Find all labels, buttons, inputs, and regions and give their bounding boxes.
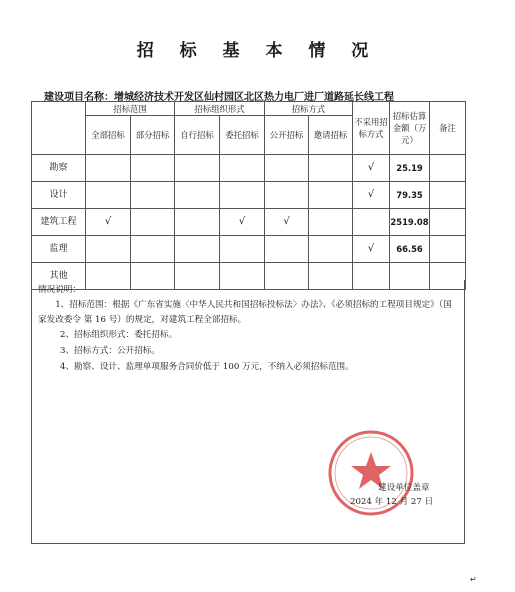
cell-open: √	[265, 209, 309, 236]
header-remark: 备注	[430, 102, 466, 155]
header-all: 全部招标	[86, 116, 131, 155]
cell-partial	[131, 155, 175, 182]
table-row	[32, 155, 466, 182]
row-label: 其他	[32, 263, 86, 290]
cell-estimate: 25.19	[390, 155, 430, 182]
cell-remark	[430, 209, 466, 236]
cell-no-tender: √	[353, 236, 390, 263]
header-group-scope: 招标范围	[86, 102, 175, 116]
note-item-method: 3、招标方式：公开招标。	[60, 346, 160, 356]
cell-invite	[309, 236, 353, 263]
note-item-org: 2、招标组织形式：委托招标。	[60, 330, 178, 340]
cell-partial	[131, 182, 175, 209]
cell-estimate: 79.35	[390, 182, 430, 209]
return-mark-icon: ↵	[470, 575, 477, 584]
cell-all: √	[86, 209, 131, 236]
cell-partial	[131, 236, 175, 263]
row-label: 建筑工程	[32, 209, 86, 236]
header-estimate: 招标估算金额（万元）	[390, 102, 430, 155]
cell-no-tender: √	[353, 182, 390, 209]
header-group-method: 招标方式	[265, 102, 353, 116]
cell-remark	[430, 236, 466, 263]
cell-self	[175, 236, 220, 263]
note-item-scope: 1、招标范围：根据《广东省实施〈中华人民共和国招标投标法〉办法》、《必须招标的工程项目规定》（国家发改委令 第 16 号）的规定，对建筑工程全部招标。	[38, 300, 452, 325]
cell-entrust	[220, 236, 265, 263]
cell-invite	[309, 182, 353, 209]
tender-table	[31, 101, 466, 290]
notes-heading: 情况说明：	[38, 285, 81, 295]
project-name: 建设项目名称：增城经济技术开发区仙村园区北区热力电厂进厂道路延长线工程	[44, 92, 394, 103]
cell-partial	[131, 209, 175, 236]
cell-no-tender: √	[353, 155, 390, 182]
cell-all	[86, 236, 131, 263]
header-self: 自行招标	[175, 116, 220, 155]
cell-entrust: √	[220, 209, 265, 236]
signature-date: 2024 年 12 月 27 日	[350, 497, 434, 507]
header-invite: 邀请招标	[309, 116, 353, 155]
cell-self	[175, 182, 220, 209]
cell-invite	[309, 155, 353, 182]
cell-remark	[430, 155, 466, 182]
header-entrust: 委托招标	[220, 116, 265, 155]
cell-all	[86, 155, 131, 182]
cell-open	[265, 155, 309, 182]
header-group-org: 招标组织形式	[175, 102, 265, 116]
cell-invite	[309, 209, 353, 236]
cell-entrust	[220, 182, 265, 209]
header-blank	[32, 102, 86, 155]
cell-open	[265, 236, 309, 263]
signature-unit: 建设单位盖章	[378, 483, 430, 493]
header-open: 公开招标	[265, 116, 309, 155]
note-item-threshold: 4、勘察、设计、监理单项服务合同价低于 100 万元，不纳入必须招标范围。	[60, 362, 354, 372]
row-label: 监理	[32, 236, 86, 263]
header-partial: 部分招标	[131, 116, 175, 155]
page-title: 招 标 基 本 情 况	[136, 41, 379, 61]
row-label: 设计	[32, 182, 86, 209]
table-row	[32, 236, 466, 263]
table-row	[32, 182, 466, 209]
row-label: 勘察	[32, 155, 86, 182]
cell-remark	[430, 182, 466, 209]
cell-open	[265, 182, 309, 209]
cell-entrust	[220, 155, 265, 182]
table-row	[32, 209, 466, 236]
cell-estimate: 66.56	[390, 236, 430, 263]
cell-estimate: 2519.08	[390, 209, 430, 236]
cell-self	[175, 155, 220, 182]
cell-all	[86, 182, 131, 209]
cell-no-tender	[353, 209, 390, 236]
cell-self	[175, 209, 220, 236]
header-no-tender: 不采用招标方式	[353, 102, 390, 155]
